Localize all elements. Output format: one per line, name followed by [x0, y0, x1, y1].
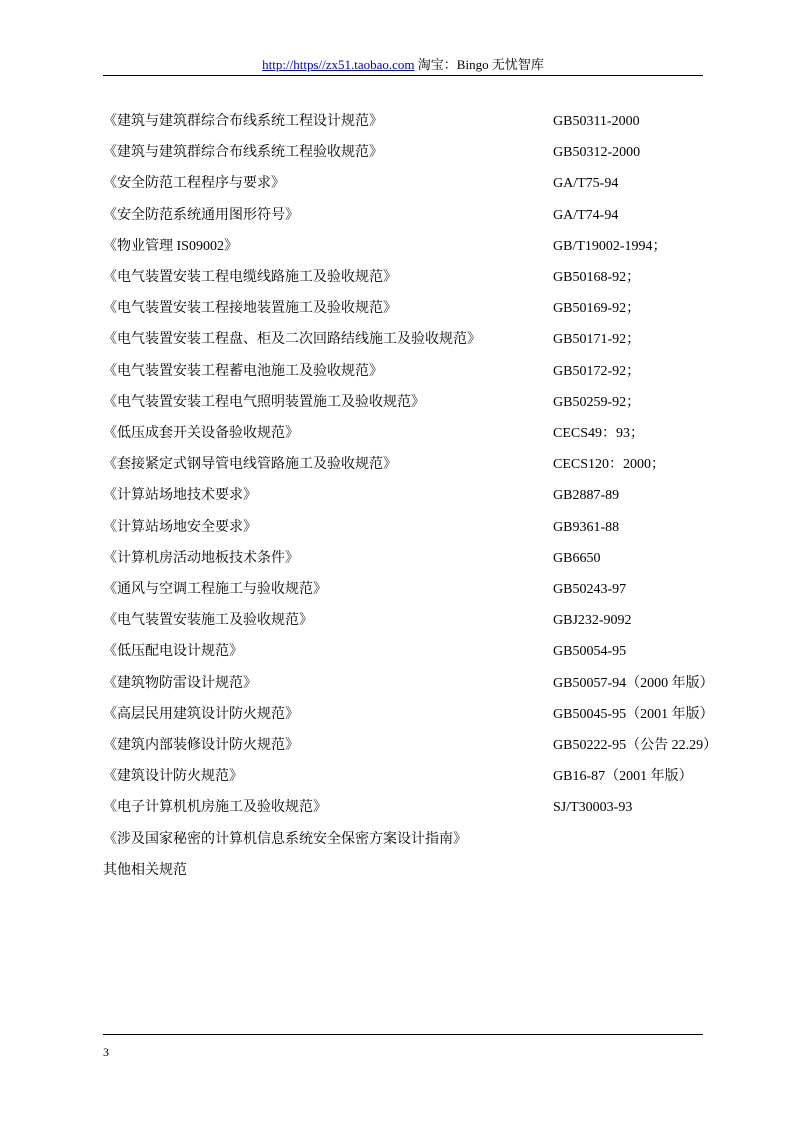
- standard-code: GB50168-92；: [553, 270, 641, 285]
- standard-title: 《涉及国家秘密的计算机信息系统安全保密方案设计指南》: [103, 832, 467, 847]
- standard-code: GB50045-95（2001 年版）: [553, 707, 714, 722]
- standard-row: [103, 767, 703, 787]
- standard-title: 《电气装置安装施工及验收规范》: [103, 613, 313, 628]
- standard-code: GBJ232-9092: [553, 613, 632, 628]
- standard-code: GB/T19002-1994；: [553, 239, 667, 254]
- standard-title: 《电气装置安装工程蓄电池施工及验收规范》: [103, 364, 383, 379]
- standard-code: GB6650: [553, 551, 601, 566]
- standard-row: [103, 330, 703, 350]
- standard-title: 《高层民用建筑设计防火规范》: [103, 707, 299, 722]
- standard-title: 《物业管理 IS09002》: [103, 239, 238, 254]
- standard-code: CECS49：93；: [553, 426, 645, 441]
- standard-title: 《建筑与建筑群综合布线系统工程设计规范》: [103, 114, 383, 129]
- header-text: 淘宝：Bingo 无忧智库: [414, 57, 544, 72]
- standard-row: [103, 424, 703, 444]
- standard-row: [103, 362, 703, 382]
- standard-title: 《电气装置安装工程接地装置施工及验收规范》: [103, 301, 397, 316]
- standard-title: 《低压配电设计规范》: [103, 644, 243, 659]
- standard-code: GB2887-89: [553, 488, 620, 503]
- standard-row: [103, 174, 703, 194]
- standard-title: 《建筑物防雷设计规范》: [103, 676, 257, 691]
- standard-code: GB50057-94（2000 年版）: [553, 676, 714, 691]
- standard-title: 《计算机房活动地板技术条件》: [103, 551, 299, 566]
- standard-code: GB50172-92；: [553, 364, 641, 379]
- standard-code: GB16-87（2001 年版）: [553, 769, 693, 784]
- standard-row: [103, 518, 703, 538]
- standard-row: [103, 861, 703, 881]
- standard-row: [103, 299, 703, 319]
- standard-row: [103, 674, 714, 694]
- standard-row: [103, 798, 703, 818]
- standard-row: [103, 455, 703, 475]
- standard-title: 《电气装置安装工程盘、柜及二次回路结线施工及验收规范》: [103, 332, 481, 347]
- standard-code: SJ/T30003-93: [553, 800, 633, 815]
- standard-row: [103, 393, 703, 413]
- standard-title: 《建筑内部装修设计防火规范》: [103, 738, 299, 753]
- standard-title: 《计算站场地技术要求》: [103, 488, 257, 503]
- standard-code: GB50169-92；: [553, 301, 641, 316]
- standard-title: 《通风与空调工程施工与验收规范》: [103, 582, 327, 597]
- standard-code: GB50222-95（公告 22.29）: [553, 738, 718, 753]
- standard-title: 《建筑与建筑群综合布线系统工程验收规范》: [103, 145, 383, 160]
- standard-code: GA/T74-94: [553, 208, 619, 223]
- standard-row: [103, 830, 703, 850]
- standard-title: 其他相关规范: [103, 863, 187, 878]
- standard-row: [103, 549, 703, 569]
- standard-code: GA/T75-94: [553, 176, 619, 191]
- standard-code: CECS120：2000；: [553, 457, 666, 472]
- standard-row: [103, 237, 703, 257]
- standard-row: [103, 705, 714, 725]
- page-number: 3: [103, 1045, 109, 1059]
- header-link[interactable]: http://https//zx51.taobao.com: [262, 57, 415, 72]
- standard-title: 《安全防范系统通用图形符号》: [103, 208, 299, 223]
- standard-row: [103, 611, 703, 631]
- standard-row: [103, 268, 703, 288]
- standard-code: GB50243-97: [553, 582, 627, 597]
- standard-title: 《安全防范工程程序与要求》: [103, 176, 285, 191]
- standard-row: [103, 642, 703, 662]
- standard-row: [103, 486, 703, 506]
- footer-divider: [103, 1034, 703, 1035]
- standard-title: 《电气装置安装工程电气照明装置施工及验收规范》: [103, 395, 425, 410]
- standard-row: [103, 580, 703, 600]
- standard-row: [103, 143, 703, 163]
- page-header: [103, 57, 703, 73]
- standard-row: [103, 206, 703, 226]
- standard-code: GB50259-92；: [553, 395, 641, 410]
- standard-title: 《电子计算机机房施工及验收规范》: [103, 800, 327, 815]
- standard-code: GB50312-2000: [553, 145, 641, 160]
- standard-code: GB50311-2000: [553, 114, 640, 129]
- standard-title: 《套接紧定式钢导管电线管路施工及验收规范》: [103, 457, 397, 472]
- standard-title: 《计算站场地安全要求》: [103, 520, 257, 535]
- standard-code: GB9361-88: [553, 520, 620, 535]
- header-divider: [103, 75, 703, 76]
- standard-title: 《电气装置安装工程电缆线路施工及验收规范》: [103, 270, 397, 285]
- standard-code: GB50171-92；: [553, 332, 641, 347]
- standard-row: [103, 112, 703, 132]
- standard-code: GB50054-95: [553, 644, 627, 659]
- standard-row: [103, 736, 718, 756]
- standard-title: 《低压成套开关设备验收规范》: [103, 426, 299, 441]
- standard-title: 《建筑设计防火规范》: [103, 769, 243, 784]
